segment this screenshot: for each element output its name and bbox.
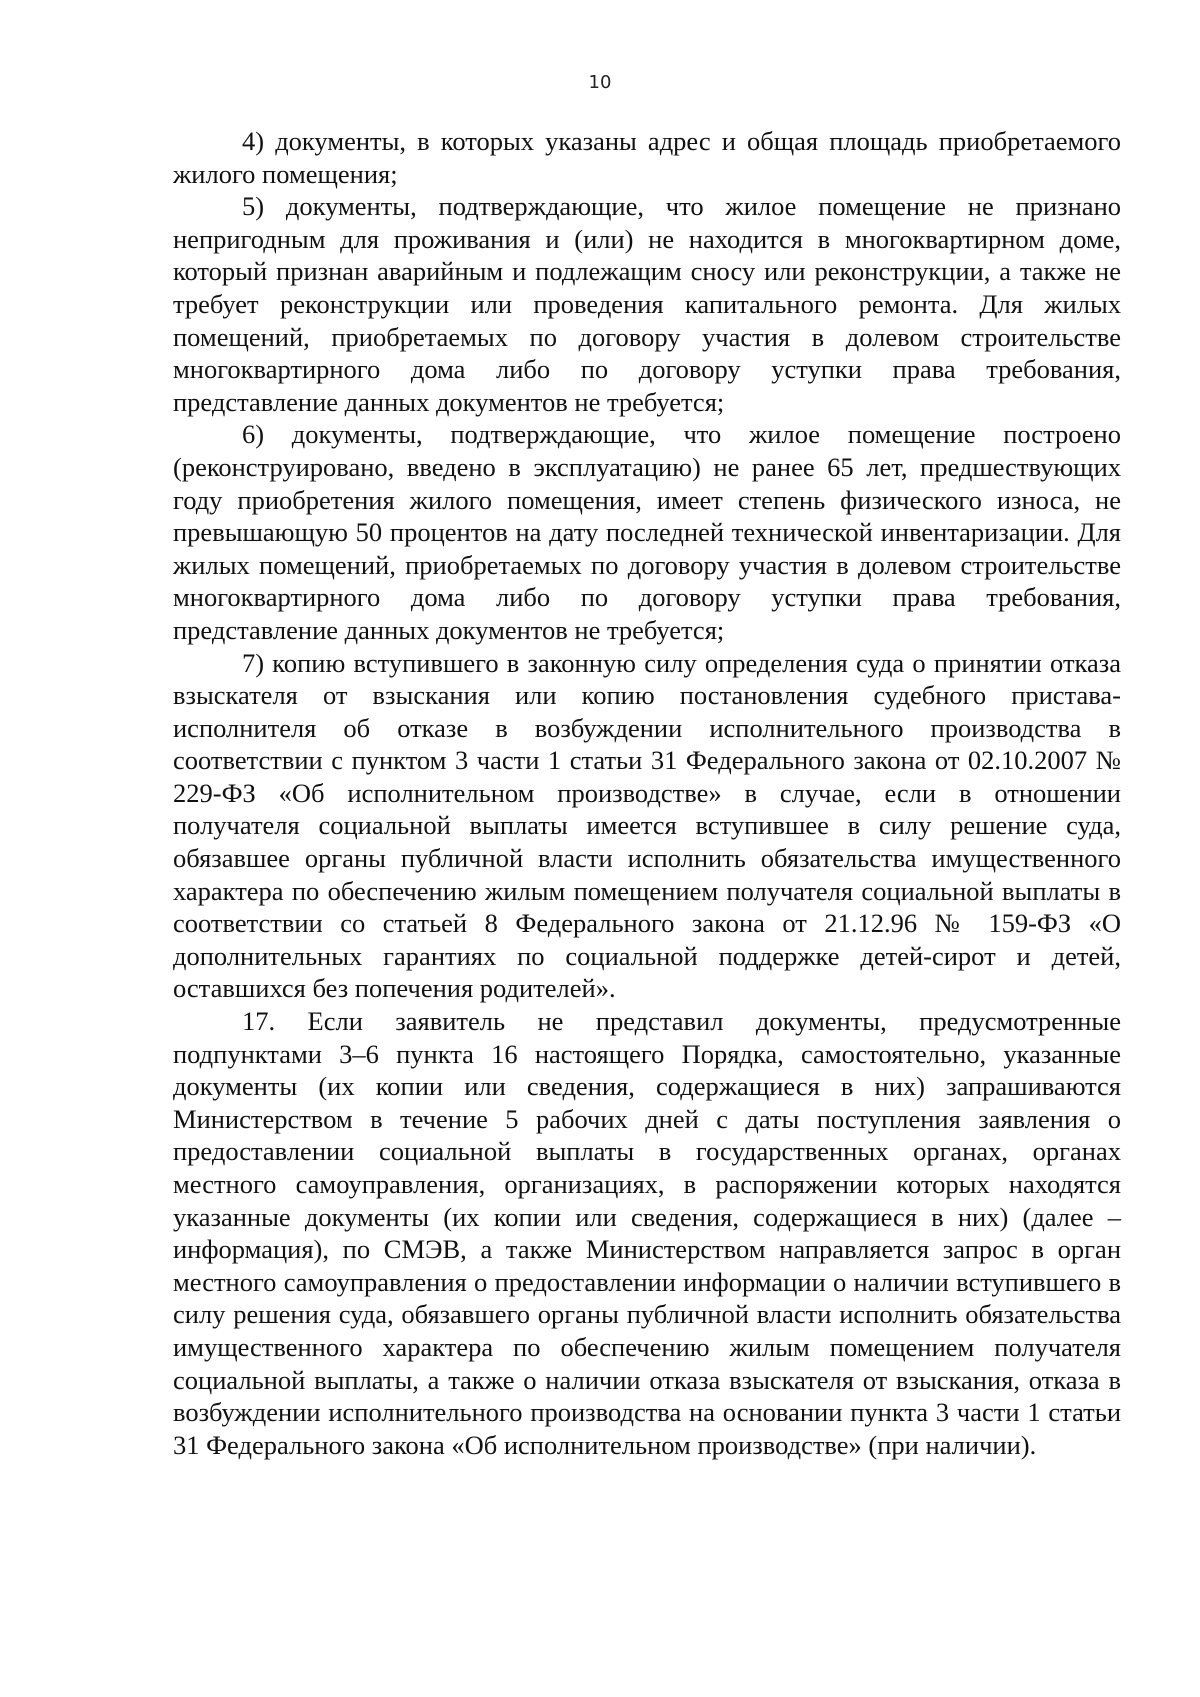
document-body	[173, 125, 1121, 1461]
paragraph-clause-17: 17. Если заявитель не представил документы, предусмотренные подпунктами 3–6 пункта 16 настоящего Порядка, самостоятельно, указанные документы (их копии или сведения, содержащиеся в них) запрашиваются Министерством в течение 5 рабочих дней с даты поступления заявления о предоставлении социальной выплаты в государственных органах, органах местного самоуправления, организациях, в распоряжении которых находятся указанные документы (их копии или сведения, содержащиеся в них) (далее – информация), по СМЭВ, а также Министерством направляется запрос в орган местного самоуправления о предоставлении информации о наличии вступившего в силу решения суда, обязавшего органы публичной власти исполнить обязательства имущественного характера по обеспечению жилым помещением получателя социальной выплаты, а также о наличии отказа взыскателя от взыскания, отказа в возбуждении исполнительного производства на основании пункта 3 части 1 статьи 31 Федерального закона «Об исполнительном производстве» (при наличии).	[173, 1006, 1121, 1460]
paragraph-item-5: 5) документы, подтверждающие, что жилое помещение не признано непригодным для проживания и (или) не находится в многоквартирном доме, который признан аварийным и подлежащим сносу или реконструкции, а также не требует реконструкции или проведения капитального ремонта. Для жилых помещений, приобретаемых по договору участия в долевом строительстве многоквартирного дома либо по договору уступки права требования, представление данных документов не требуется;	[173, 191, 1121, 417]
paragraph-item-4: 4) документы, в которых указаны адрес и общая площадь приобретаемого жилого помещения;	[173, 126, 1121, 189]
paragraph-item-6: 6) документы, подтверждающие, что жилое помещение построено (реконструировано, введено в эксплуатацию) не ранее 65 лет, предшествующих году приобретения жилого помещения, имеет степень физического износа, не превышающую 50 процентов на дату последней технической инвентаризации. Для жилых помещений, приобретаемых по договору участия в долевом строительстве многоквартирного дома либо по договору уступки права требования, представление данных документов не требуется;	[173, 419, 1121, 645]
paragraph-item-7: 7) копию вступившего в законную силу определения суда о принятии отказа взыскателя от взыскания или копию постановления судебного пристава-исполнителя об отказе в возбуждении исполнительного производства в соответствии с пунктом 3 части 1 статьи 31 Федерального закона от 02.10.2007 № 229-ФЗ «Об исполнительном производстве» в случае, если в отношении получателя социальной выплаты имеется вступившее в силу решение суда, обязавшее органы публичной власти исполнить обязательства имущественного характера по обеспечению жилым помещением получателя социальной выплаты в соответствии со статьей 8 Федерального закона от 21.12.96 № 159-ФЗ «О дополнительных гарантиях по социальной поддержке детей-сирот и детей, оставшихся без попечения родителей».	[173, 647, 1121, 1004]
page-number: 10	[588, 72, 612, 93]
